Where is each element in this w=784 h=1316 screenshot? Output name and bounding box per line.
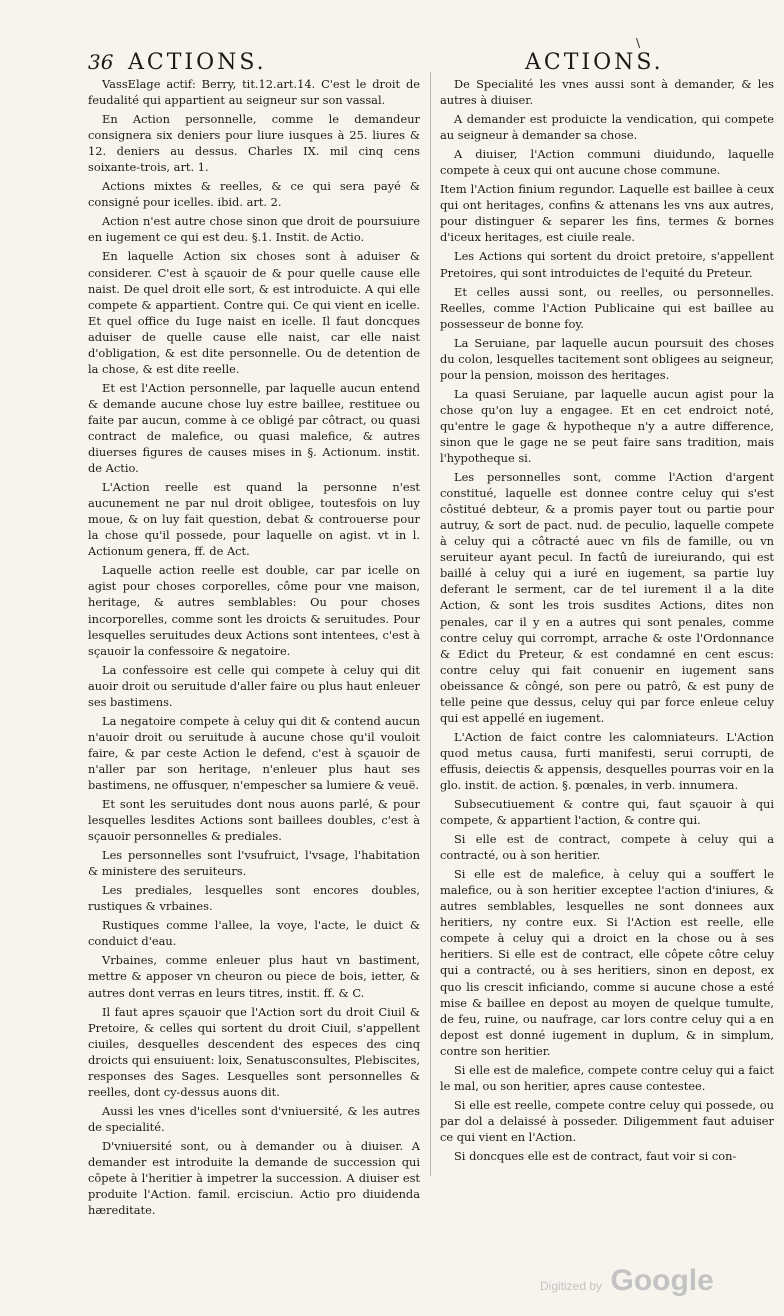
paragraph: La Seruiane, par laquelle aucun poursuit des choses du colon, lesquelles tacitement sont obligees au seigneur, pour la pension, moisson des heritages.: [440, 335, 774, 382]
paragraph: La confessoire est celle qui compete à celuy qui dit auoir droit ou seruitude d'aller faire ou plus haut enleuer ses bastimens.: [88, 662, 420, 709]
paragraph: Si elle est de malefice, compete contre celuy qui a faict le mal, ou son heritier, apres cause contestee.: [440, 1062, 774, 1093]
google-watermark: [540, 1264, 714, 1298]
paragraph: Laquelle action reelle est double, car par icelle on agist pour choses corporelles, côme pour vne maison, heritage, & autres semblables: Ou pour choses incorporelles, comme sont les droicts & seruitudes. Pour lesquelles seruitudes deux Actions sont intentees, c'est à sçauoir la confessoire & negatoire.: [88, 563, 420, 658]
paragraph: En Action personnelle, comme le demandeur consignera six deniers pour liure iusques à 25. liures & 12. deniers au dessus. Charles IX. mil cinq cens soixante-trois, art. 1.: [88, 112, 420, 175]
column-divider: [430, 72, 431, 1176]
paragraph: Si elle est de malefice, à celuy qui a souffert le malefice, ou à son heritier exceptee l'action d'iniures, & autres semblables, lesquelles ne sont donnees aux heritiers, ny contre eux. Si l'Action est reelle, elle compete à celuy qui a droict en la chose ou à ses heritiers. Si elle est de contract, elle côpete côtre celuy qui a contracté, ou à ses heritiers, sinon en depost, ex quo lis crescit inficiando, comme si aucune chose a esté mise & baillee en depost au moyen de quelque tumulte, de feu, ruine, ou naufrage, car lors contre celuy qui a en depost est donné iugement in duplum, & in simplum, contre son heritier.: [440, 867, 774, 1058]
paragraph: Si elle est de contract, compete à celuy qui a contracté, ou à son heritier.: [440, 832, 774, 863]
paragraph: Et sont les seruitudes dont nous auons parlé, & pour lesquelles lesdites Actions sont baillees doubles, c'est à sçauoir personnelles & prediales.: [88, 797, 420, 844]
running-title-right: ACTIONS.: [525, 50, 664, 75]
running-title-left: ACTIONS.: [128, 50, 267, 75]
paragraph: Les personnelles sont l'vsufruict, l'vsage, l'habitation & ministere des seruiteurs.: [88, 848, 420, 879]
paragraph: En laquelle Action six choses sont à aduiser & considerer. C'est à sçauoir de & pour quelle cause elle naist. De quel droit elle sort, & est introduicte. A qui elle compete & appartient. Contre qui. Ce qui vient en icelle. Et quel office du Iuge naist en icelle. Il faut doncques aduiser de quelle cause elle naist, car elle naist d'obligation, & est dite personnelle. Ou de detention de la chose, & est dite reelle.: [88, 249, 420, 376]
paragraph: De Specialité les vnes aussi sont à demander, & les autres à diuiser.: [440, 77, 774, 108]
paragraph: La negatoire compete à celuy qui dit & contend aucun n'auoir droit ou seruitude à aucune chose qu'il vouloit faire, & par ceste Action le defend, c'est à sçauoir de n'aller par son heritage, n'enleuer plus haut ses bastimens, ne offusquer, n'empescher sa lumiere & veuë.: [88, 713, 420, 792]
paragraph: A demander est produicte la vendication, qui compete au seigneur à demander sa chose.: [440, 112, 774, 143]
paragraph: Aussi les vnes d'icelles sont d'vniuersité, & les autres de specialité.: [88, 1103, 420, 1134]
watermark-brand: Google: [610, 1264, 714, 1297]
left-column: [88, 76, 420, 1218]
page-number: 36: [88, 50, 114, 74]
paragraph: Si elle est reelle, compete contre celuy qui possede, ou par dol a delaissé à posseder. Diligemment faut aduiser ce qui vient en l'Action.: [440, 1097, 774, 1144]
watermark-prefix: Digitized by: [540, 1279, 603, 1293]
paragraph: La quasi Seruiane, par laquelle aucun agist pour la chose qu'on luy a engagee. Et en cet endroict noté, qu'entre le gage & hypotheque n'y a autre difference, sinon que le gage ne se peut faire sans tradition, mais l'hypotheque si.: [440, 386, 774, 466]
paragraph: Et est l'Action personnelle, par laquelle aucun entend & demande aucune chose luy estre baillee, restituee ou faite par aucun, comme à ce obligé par côtract, ou quasi contract de malefice, ou quasi malefice, & autres diuerses figures de causes mises in §. Actionum. instit. de Actio.: [88, 380, 420, 476]
right-column: [440, 76, 774, 1176]
paragraph: Item l'Action finium regundor. Laquelle est baillee à ceux qui ont heritages, confins & attenans les vns aux autres, pour distinguer & separer les fins, termes & bornes d'iceux heritages, est ciuile reale.: [440, 182, 774, 245]
paragraph: Vrbaines, comme enleuer plus haut vn bastiment, mettre & apposer vn cheuron ou piece de bois, ietter, & autres dont verras en leurs titres, instit. ff. & C.: [88, 953, 420, 1000]
paragraph: Et celles aussi sont, ou reelles, ou personnelles. Reelles, comme l'Action Publicaine qui est baillee au possesseur de bonne foy.: [440, 284, 774, 331]
paragraph: Action n'est autre chose sinon que droit de poursuiure en iugement ce qui est deu. §.1. Instit. de Actio.: [88, 214, 420, 245]
corner-mark: \: [636, 36, 641, 50]
paragraph: Rustiques comme l'allee, la voye, l'acte, le duict & conduict d'eau.: [88, 918, 420, 949]
paragraph: L'Action de faict contre les calomniateurs. L'Action quod metus causa, furti manifesti, serui corrupti, de effusis, deiectis & appensis, desquelles pourras voir en la glo. instit. de action. §. pœnales, in verb. innumera.: [440, 729, 774, 792]
paragraph: Les personnelles sont, comme l'Action d'argent constitué, laquelle est donnee contre celuy qui s'est côstitué debteur, & a promis payer tout ou partie pour autruy, & sort de pact. nud. de peculio, laquelle compete à celuy qui a côtracté auec vn fils de famille, ou vn seruiteur ayant pecul. In factû de iureiurando, qui est baillé à celuy qui a iuré en iugement, sa partie luy deferant le serment, car de tel iurement il a la dite Action, & sont les trois susdites Actions, dites non penales, car il y en a autres qui sont penales, comme contre celuy qui corrompt, arrache & oste l'Ordonnance & Edict du Preteur, & est condamné en cent escus: contre celuy qui fait conuenir en iugement sans obeissance & côngé, son pere ou patrô, & est puny de telle peine que dessus, celuy qui par force enleue celuy qui est appellé en iugement.: [440, 470, 774, 725]
paragraph: Si doncques elle est de contract, faut voir si con-: [454, 1149, 737, 1163]
paragraph: Les Actions qui sortent du droict pretoire, s'appellent Pretoires, qui sont introduictes de l'equité du Preteur.: [440, 249, 774, 280]
paragraph: Subsecutiuement & contre qui, faut sçauoir à qui compete, & appartient l'action, & contre qui.: [440, 797, 774, 828]
paragraph: D'vniuersité sont, ou à demander ou à diuiser. A demander est introduite la demande de succession qui cōpete à l'heritier à impetrer la succession. A diuiser est produite l'Action. famil. ercisciun. Actio pro diuidenda hæreditate.: [88, 1138, 420, 1218]
paragraph: Actions mixtes & reelles, & ce qui sera payé & consigné pour icelles. ibid. art. 2.: [88, 179, 420, 210]
paragraph: VassElage actif: Berry, tit.12.art.14. C'est le droit de feudalité qui appartient au seigneur sur son vassal.: [88, 77, 420, 108]
paragraph: Il faut apres sçauoir que l'Action sort du droit Ciuil & Pretoire, & celles qui sortent du droit Ciuil, s'appellent ciuiles, desquelles descendent des especes des cinq droicts qui ensuiuent: loix, Senatusconsultes, Plebiscites, responses des Sages. Lesquelles sont personnelles & reelles, dont cy-dessus auons dit.: [88, 1004, 420, 1099]
paragraph: Les prediales, lesquelles sont encores doubles, rustiques & vrbaines.: [88, 883, 420, 914]
paragraph: A diuiser, l'Action communi diuidundo, laquelle compete à ceux qui ont aucune chose commune.: [440, 147, 774, 178]
paragraph: L'Action reelle est quand la personne n'est aucunement ne par nul droit obligee, toutesfois on luy moue, & on luy fait question, debat & controuerse pour la chose qu'il possede, pour laquelle on agist. vt in l. Actionum genera, ff. de Act.: [88, 480, 420, 559]
